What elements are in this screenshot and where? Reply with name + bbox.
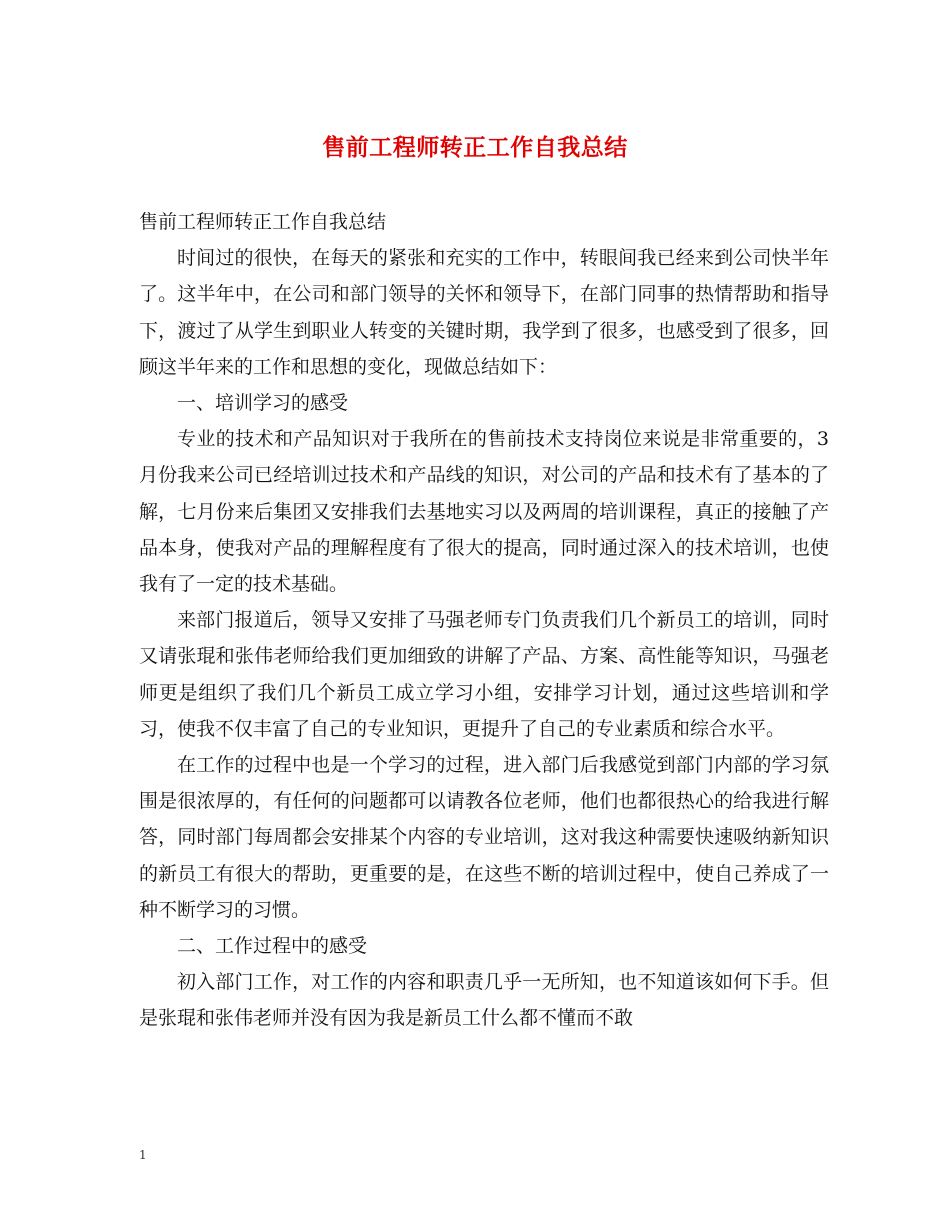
section-heading-training: 一、培训学习的感受 — [177, 392, 349, 415]
paragraph-work-1: 初入部门工作，对工作的内容和职责几乎一无所知，也不知道该如何下手。但是张琨和张伟老师并没有因为我是新员工什么都不懂而不敢 — [139, 971, 829, 1030]
paragraph-training-3: 在工作的过程中也是一个学习的过程，进入部门后我感觉到部门内部的学习氛围是很浓厚的，有任何的问题都可以请教各位老师，他们也都很热心的给我进行解答，同时部门每周都会安排某个内容的专业培训，这对我这种需要快速吸纳新知识的新员工有很大的帮助，更重要的是，在这些不断的培训过程中，使自己养成了一种不断学习的习惯。 — [139, 754, 829, 921]
paragraph-training-1: 专业的技术和产品知识对于我所在的售前技术支持岗位来说是非常重要的，3月份我来公司已经培训过技术和产品线的知识，对公司的产品和技术有了基本的了解，七月份来后集团又安排我们去基地实习以及两周的培训课程，真正的接触了产品本身，使我对产品的理解程度有了很大的提高，同时通过深入的技术培训，也使我有了一定的技术基础。 — [139, 428, 829, 596]
page-number: 1 — [139, 1148, 147, 1162]
section-heading-work: 二、工作过程中的感受 — [177, 935, 368, 958]
paragraph-training-2: 来部门报道后，领导又安排了马强老师专门负责我们几个新员工的培训，同时又请张琨和张伟老师给我们更加细致的讲解了产品、方案、高性能等知识，马强老师更是组织了我们几个新员工成立学习小组，安排学习计划，通过这些培训和学习，使我不仅丰富了自己的专业知识，更提升了自己的专业素质和综合水平。 — [139, 609, 829, 740]
document-body — [139, 204, 829, 1037]
paragraph-heading: 售前工程师转正工作自我总结 — [139, 211, 387, 233]
paragraph-intro: 时间过的很快，在每天的紧张和充实的工作中，转眼间我已经来到公司快半年了。这半年中，在公司和部门领导的关怀和领导下，在部门同事的热情帮助和指导下，渡过了从学生到职业人转变的关键时期，我学到了很多，也感受到了很多，回顾这半年来的工作和思想的变化，现做总结如下： — [139, 247, 829, 378]
document-title: 售前工程师转正工作自我总结 — [322, 134, 628, 161]
